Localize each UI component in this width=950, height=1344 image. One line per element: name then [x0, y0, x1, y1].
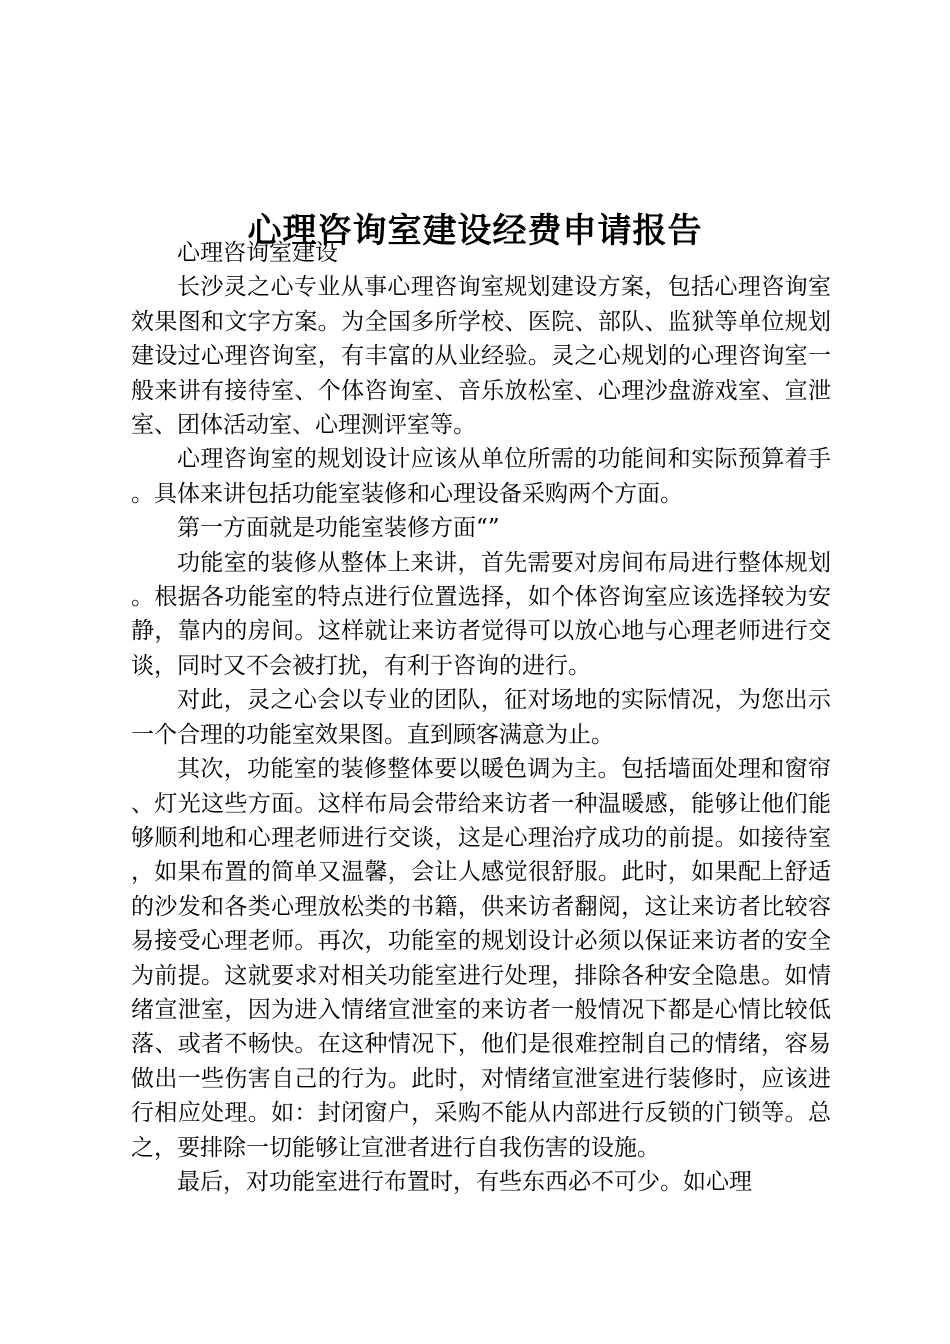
paragraph-finally: 最后，对功能室进行布置时，有些东西必不可少。如心理 — [177, 1168, 752, 1195]
document-body — [131, 236, 831, 1199]
paragraph-layout: 功能室的装修从整体上来讲，首先需要对房间布局进行整体规划。根据各功能室的特点进行位置选择，如个体咨询室应该选择较为安静，靠内的房间。这样就让来访者觉得可以放心地与心理老师进行交谈，同时又不会被打扰，有利于咨询的进行。 — [131, 549, 831, 679]
paragraph-team: 对此，灵之心会以专业的团队，征对场地的实际情况，为您出示一个合理的功能室效果图。直到顾客满意为止。 — [131, 687, 831, 748]
document-title: 心理咨询室建设经费申请报告 — [247, 210, 703, 251]
paragraph-section-heading: 心理咨询室建设 — [177, 240, 338, 266]
paragraph-company-intro: 长沙灵之心专业从事心理咨询室规划建设方案，包括心理咨询室效果图和文字方案。为全国多所学校、医院、部队、监狱等单位规划建设过心理咨询室，有丰富的从业经验。灵之心规划的心理咨询室一般来讲有接待室、个体咨询室、音乐放松室、心理沙盘游戏室、宣泄室、团体活动室、心理测评室等。 — [131, 274, 831, 439]
paragraph-planning: 心理咨询室的规划设计应该从单位所需的功能间和实际预算着手。具体来讲包括功能室装修和心理设备采购两个方面。 — [131, 446, 831, 507]
paragraph-warm-tone-safety: 其次，功能室的装修整体要以暖色调为主。包括墙面处理和窗帘、灯光这些方面。这样布局会带给来访者一种温暖感，能够让他们能够顺利地和心理老师进行交谈，这是心理治疗成功的前提。如接待室，如果布置的简单又温馨，会让人感觉很舒服。此时，如果配上舒适的沙发和各类心理放松类的书籍，供来访者翻阅，这让来访者比较容易接受心理老师。再次，功能室的规划设计必须以保证来访者的安全为前提。这就要求对相关功能室进行处理，排除各种安全隐患。如情绪宣泄室，因为进入情绪宣泄室的来访者一般情况下都是心情比较低落、或者不畅快。在这种情况下，他们是很难控制自己的情绪，容易做出一些伤害自己的行为。此时，对情绪宣泄室进行装修时，应该进行相应处理。如：封闭窗户，采购不能从内部进行反锁的门锁等。总之，要排除一切能够让宣泄者进行自我伤害的设施。 — [131, 756, 831, 1161]
paragraph-first-aspect: 第一方面就是功能室装修方面“” — [177, 515, 500, 542]
